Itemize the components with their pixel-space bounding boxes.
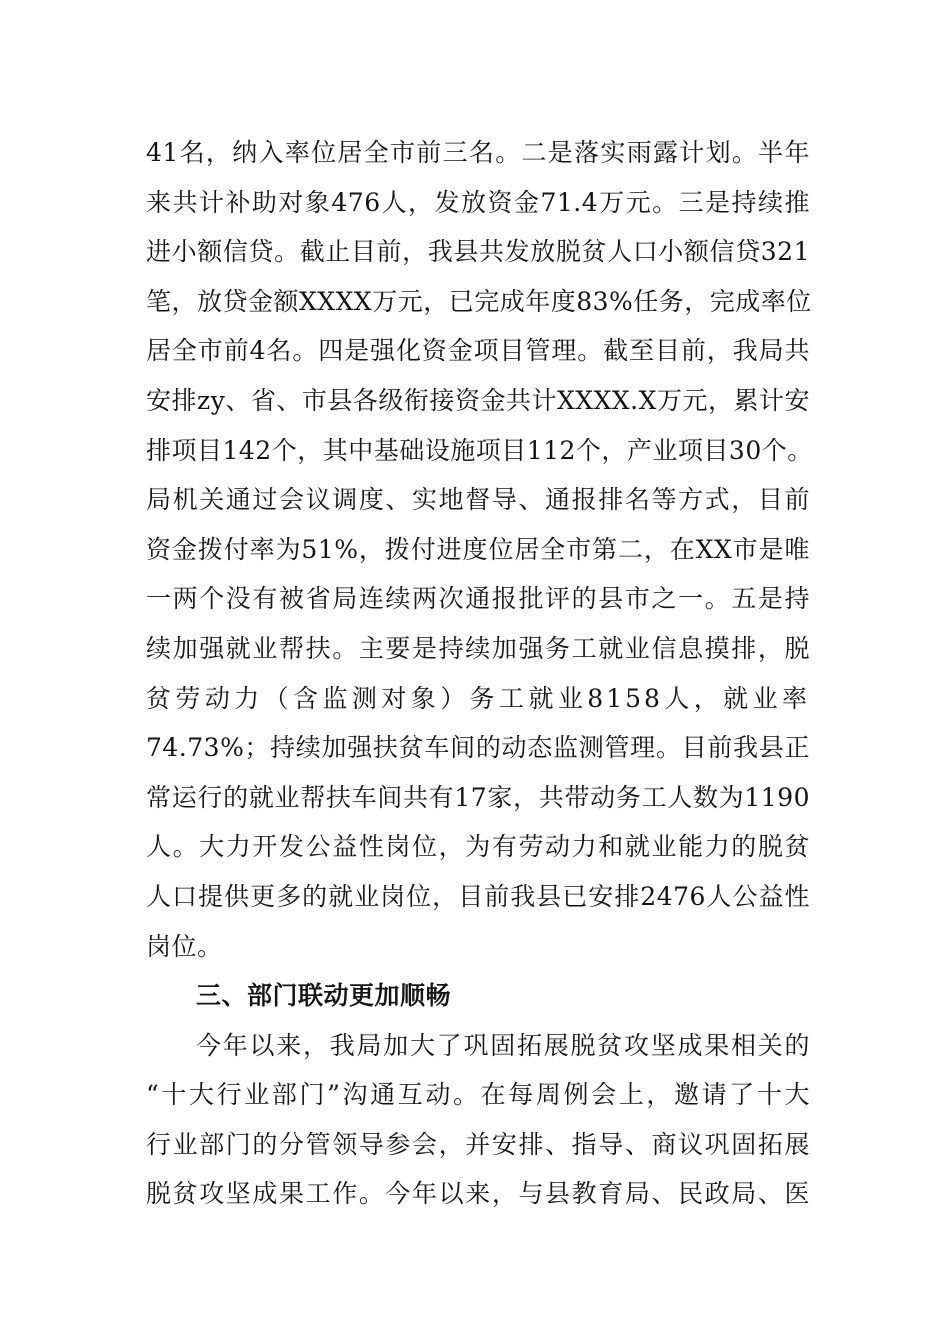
text-line: 脱贫攻坚成果工作。今年以来，与县教育局、民政局、医 bbox=[146, 1179, 810, 1209]
text-line: 一两个没有被省局连续两次通报批评的县市之一。五是持 bbox=[146, 584, 810, 614]
text-line: 续加强就业帮扶。主要是持续加强务工就业信息摸排，脱 bbox=[146, 633, 810, 663]
text-line: 岗位。 bbox=[146, 931, 223, 961]
text-line: 人口提供更多的就业岗位，目前我县已安排2476人公益性 bbox=[146, 881, 810, 911]
text-line: 来共计补助对象476人，发放资金71.4万元。三是持续推 bbox=[146, 187, 810, 217]
paragraph-department-coordination bbox=[146, 1021, 810, 1219]
paragraph-poverty-measures bbox=[146, 128, 813, 971]
text-line: 居全市前4名。四是强化资金项目管理。截至目前，我局共 bbox=[146, 336, 810, 366]
text-line: 行业部门的分管领导参会，并安排、指导、商议巩固拓展 bbox=[146, 1129, 810, 1159]
text-line: 局机关通过会议调度、实地督导、通报排名等方式，目前 bbox=[146, 485, 810, 515]
text-line: 笔，放贷金额XXXX万元，已完成年度83%任务，完成率位 bbox=[146, 286, 812, 316]
text-line: 常运行的就业帮扶车间共有17家，共带动务工人数为1190 bbox=[146, 782, 810, 812]
text-line: 排项目142个，其中基础设施项目112个，产业项目30个。 bbox=[146, 435, 813, 465]
text-line: 人。大力开发公益性岗位，为有劳动力和就业能力的脱贫 bbox=[146, 832, 810, 862]
text-line: 41名，纳入率位居全市前三名。二是落实雨露计划。半年 bbox=[146, 138, 810, 167]
text-line: 74.73%；持续加强扶贫车间的动态监测管理。目前我县正 bbox=[146, 733, 810, 763]
text-line: 进小额信贷。截止目前，我县共发放脱贫人口小额信贷321 bbox=[146, 237, 810, 267]
text-line: 资金拨付率为51%，拨付进度位居全市第二，在XX市是唯 bbox=[146, 534, 810, 564]
section-heading: 三、部门联动更加顺畅 bbox=[196, 981, 452, 1011]
document-body bbox=[146, 128, 813, 1219]
text-line: 安排zy、省、市县各级衔接资金共计XXXX.X万元，累计安 bbox=[146, 385, 810, 415]
text-line: “十大行业部门”沟通互动。在每周例会上，邀请了十大 bbox=[146, 1080, 810, 1110]
text-line: 今年以来，我局加大了巩固拓展脱贫攻坚成果相关的 bbox=[196, 1030, 810, 1060]
text-line: 贫劳动力（含监测对象）务工就业8158人，就业率 bbox=[146, 683, 810, 713]
